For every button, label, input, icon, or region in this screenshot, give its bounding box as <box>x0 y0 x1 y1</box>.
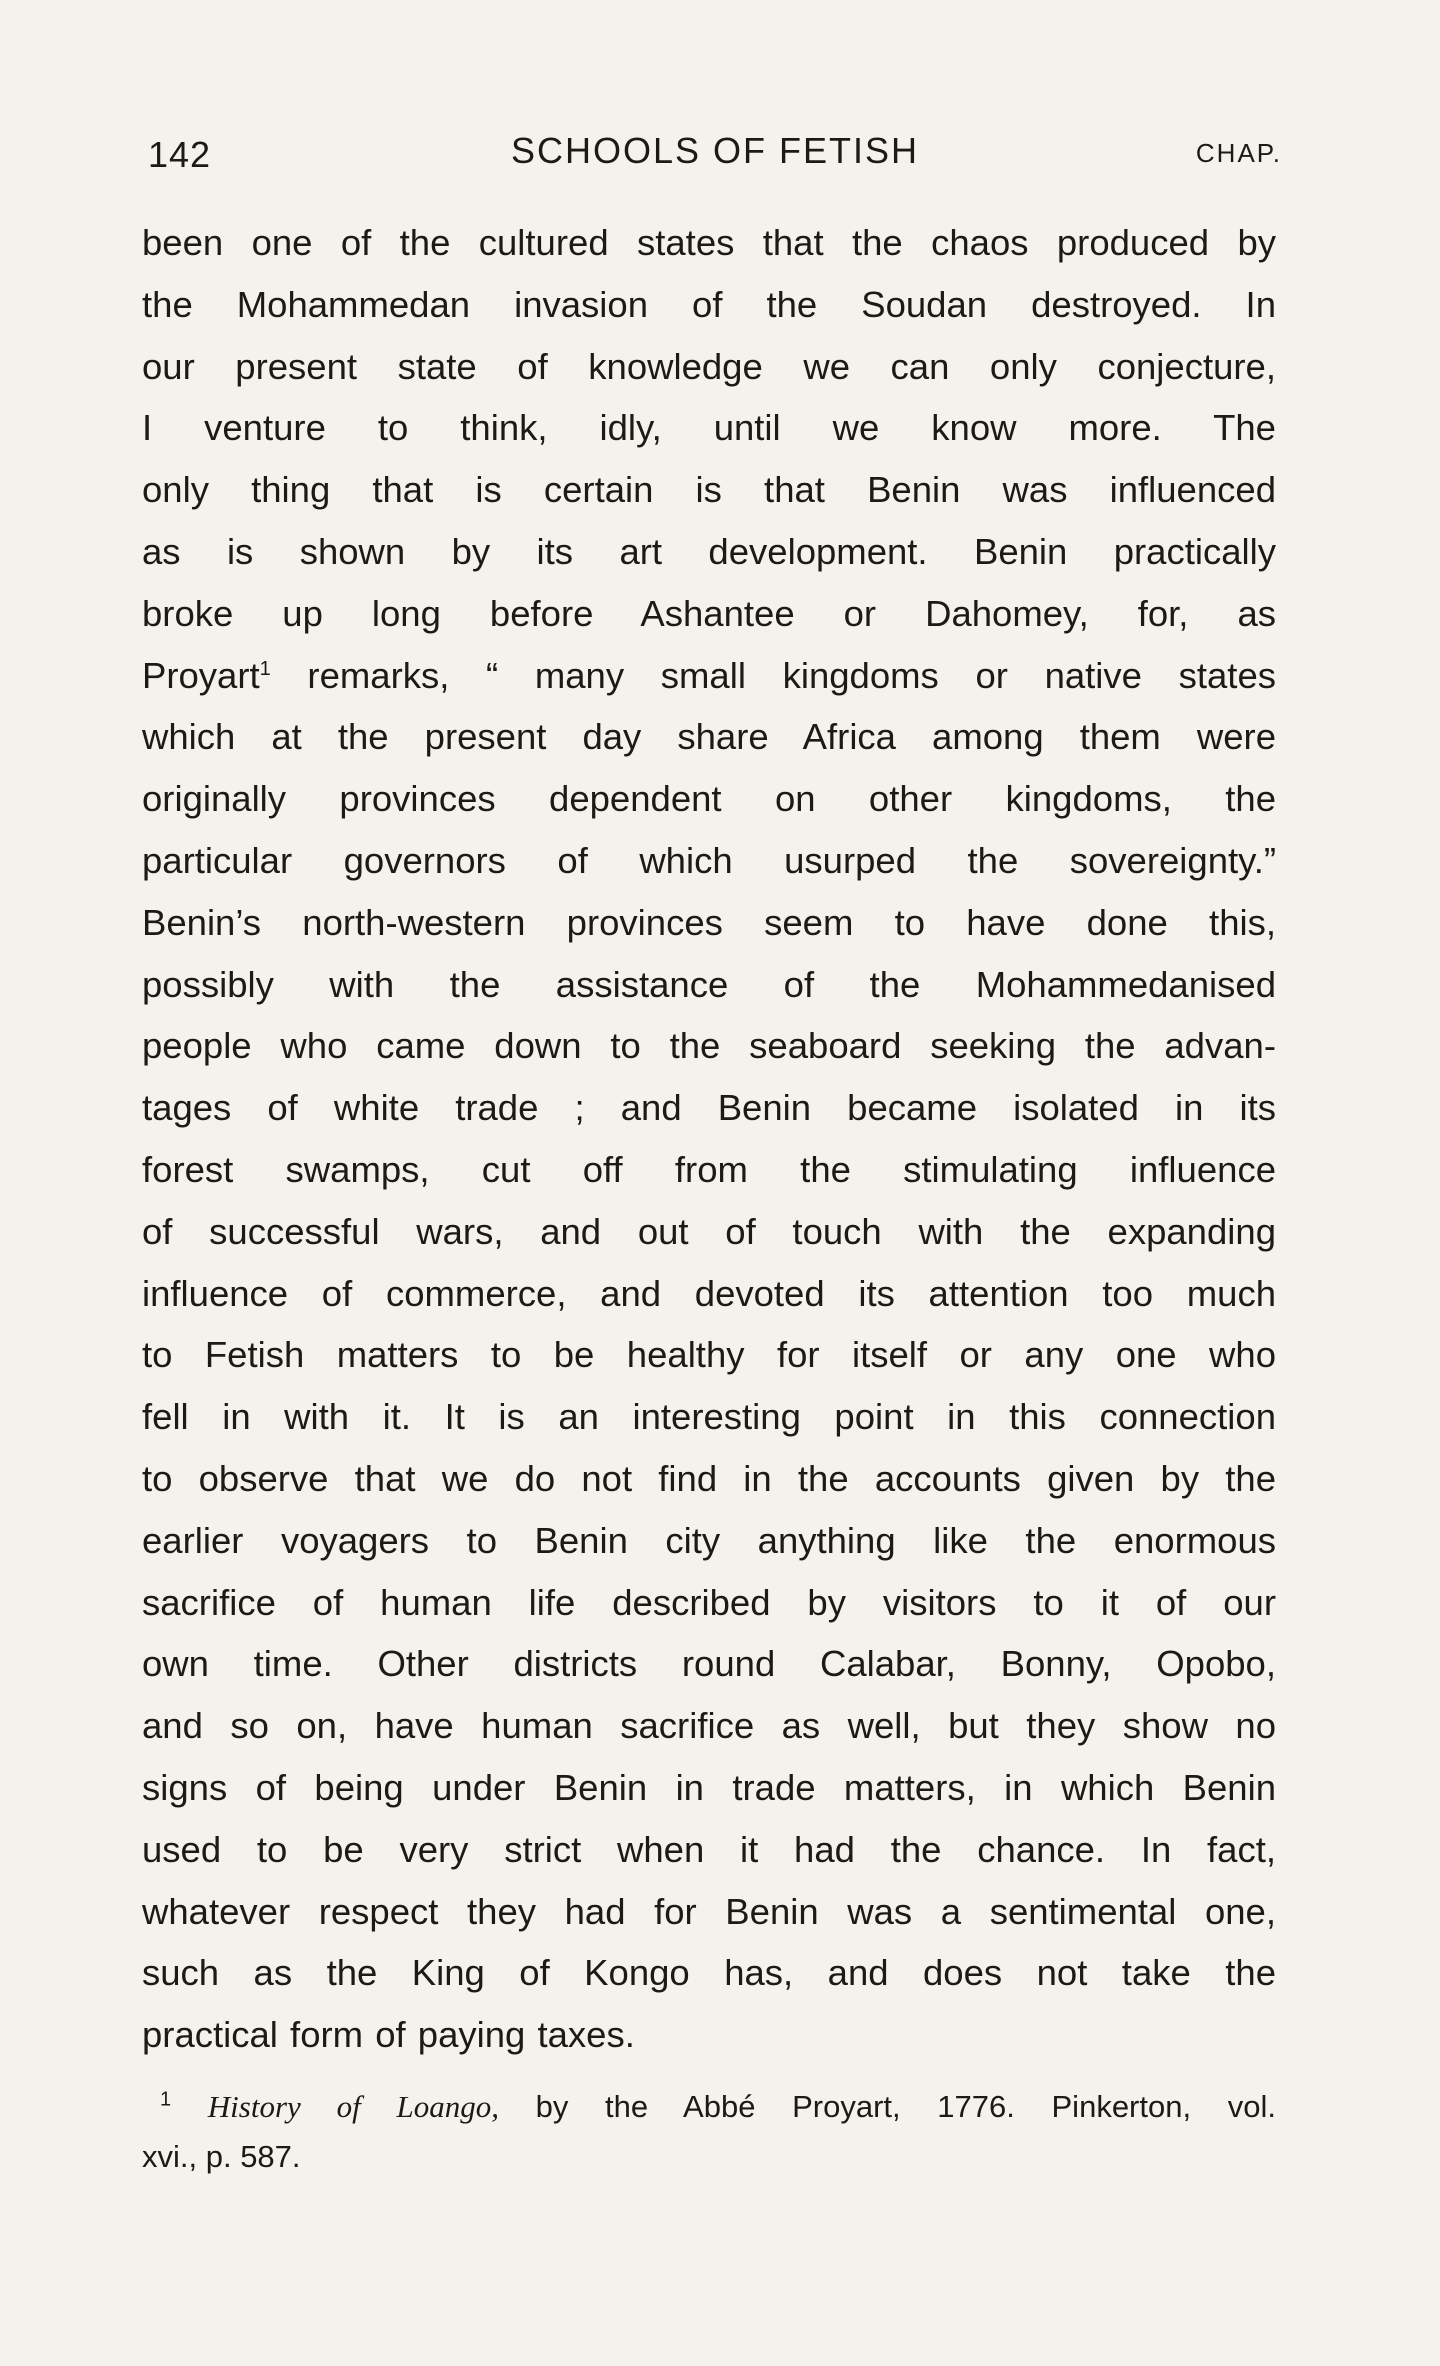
page-number: 142 <box>148 134 212 175</box>
chapter-label: CHAP. <box>1195 138 1282 168</box>
footnote-book-title: History of Loango, <box>207 2089 499 2124</box>
text-line: signs of being under Benin in trade matters, in which Benin <box>142 1766 1276 1808</box>
text-line: originally provinces dependent on other kingdoms, the <box>142 778 1276 820</box>
body-paragraph <box>142 212 1276 2066</box>
footnote-line-2: xvi., p. 587. <box>142 2139 301 2174</box>
text-line: influence of commerce, and devoted its attention too much <box>142 1272 1276 1314</box>
footnote <box>142 2082 1276 2182</box>
text-line: to observe that we do not find in the accounts given by the <box>142 1457 1276 1499</box>
text-line: people who came down to the seaboard seeking the advan- <box>142 1025 1276 1067</box>
text-line: I venture to think, idly, until we know more. The <box>142 407 1276 449</box>
footnote-citation: by the Abbé Proyart, 1776. Pinkerton, vol. <box>498 2089 1276 2124</box>
text-line-last: practical form of paying taxes. <box>142 2014 635 2056</box>
text-line: to Fetish matters to be healthy for itself or any one who <box>142 1334 1276 1376</box>
text-line: earlier voyagers to Benin city anything like the enormous <box>142 1519 1276 1561</box>
text-line: particular governors of which usurped the sovereignty.” <box>142 839 1276 881</box>
footnote-reference[interactable]: 1 <box>259 657 271 680</box>
footnote-line-1 <box>142 2082 1276 2132</box>
text-line: such as the King of Kongo has, and does not take the <box>142 1952 1276 1994</box>
text-line: and so on, have human sacrifice as well, but they show no <box>142 1705 1276 1747</box>
text-line: Benin’s north-western provinces seem to have done this, <box>142 901 1276 943</box>
running-title: SCHOOLS OF FETISH <box>510 130 920 171</box>
proyart-quote: remarks, “ many small kingdoms or native states <box>270 654 1276 696</box>
text-line: the Mohammedan invasion of the Soudan destroyed. In <box>142 283 1276 325</box>
footnote-marker: 1 <box>160 2088 172 2111</box>
page-header <box>148 126 1282 176</box>
text-line: broke up long before Ashantee or Dahomey, for, as <box>142 592 1276 634</box>
text-line: used to be very strict when it had the chance. In fact, <box>142 1828 1276 1870</box>
text-line: which at the present day share Africa among them were <box>142 716 1276 758</box>
text-line: of successful wars, and out of touch with the expanding <box>142 1210 1276 1252</box>
text-line: our present state of knowledge we can only conjecture, <box>142 345 1276 387</box>
text-line: as is shown by its art development. Benin practically <box>142 530 1276 572</box>
text-line: tages of white trade ; and Benin became isolated in its <box>142 1087 1276 1129</box>
text-line-proyart <box>142 645 1276 707</box>
text-line: sacrifice of human life described by visitors to it of our <box>142 1581 1276 1623</box>
text-line: whatever respect they had for Benin was a sentimental one, <box>142 1890 1276 1932</box>
text-line: been one of the cultured states that the chaos produced by <box>142 222 1276 263</box>
text-line: forest swamps, cut off from the stimulating influence <box>142 1148 1276 1190</box>
text-line: fell in with it. It is an interesting point in this connection <box>142 1396 1276 1438</box>
text-line: possibly with the assistance of the Mohammedanised <box>142 963 1276 1005</box>
proyart-name: Proyart <box>142 654 260 696</box>
text-line: only thing that is certain is that Benin was influenced <box>142 469 1276 511</box>
text-line: own time. Other districts round Calabar, Bonny, Opobo, <box>142 1643 1276 1685</box>
